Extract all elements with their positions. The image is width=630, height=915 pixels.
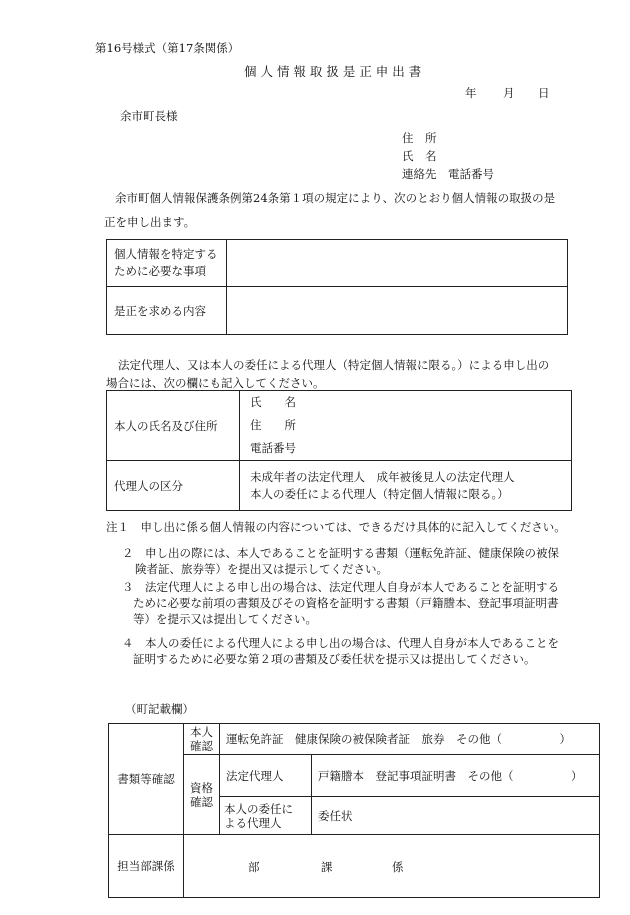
principal-name[interactable]: 氏 名 xyxy=(250,395,296,409)
addressee: 余市町長様 xyxy=(120,109,178,123)
form-number: 第16号様式（第17条関係） xyxy=(95,41,240,55)
note-4-line-1: ４ 本人の委任による代理人による申し出の場合は、代理人自身が本人であることを xyxy=(122,636,559,650)
principal-address[interactable]: 住 所 xyxy=(250,418,296,432)
legal-agent-label: 法定代理人 xyxy=(220,755,312,797)
kakari-label: 係 xyxy=(392,860,404,874)
office-use-caption: （町記載欄） xyxy=(125,702,194,716)
principal-label: 本人の氏名及び住所 xyxy=(107,391,240,461)
note-3-line-3: 等）を提示又は提出してください。 xyxy=(133,612,317,626)
agent-intro-line-2: 場合には、次の欄にも記入してください。 xyxy=(106,376,325,390)
correction-content-field[interactable] xyxy=(227,287,568,335)
self-confirm-docs[interactable]: 運転免許証 健康保険の被保険者証 旅券 その他（ ） xyxy=(220,724,600,755)
note-1: 注１ 申し出に係る個人情報の内容については、できるだけ具体的に記入してください。 xyxy=(106,520,566,534)
date-month: 月 xyxy=(503,86,515,100)
note-3-line-2: ために必要な前項の書類及びその資格を証明する書類（戸籍謄本、登記事項証明書 xyxy=(133,596,559,610)
applicant-name-label: 氏 名 xyxy=(402,149,437,163)
agent-intro-line-1: 法定代理人、又は本人の委任による代理人（特定個人情報に限る。）による申し出の xyxy=(118,358,550,372)
delegated-agent-label: 本人の委任に よる代理人 xyxy=(220,797,312,835)
department-label: 担当部課係 xyxy=(109,835,184,898)
self-confirm-label: 本人 確認 xyxy=(184,724,220,755)
applicant-address-label: 住 所 xyxy=(402,131,437,145)
principal-fields xyxy=(240,391,572,461)
agent-option-delegated[interactable]: 本人の委任による代理人（特定個人情報に限る。） xyxy=(250,486,509,501)
note-4-line-2: 証明するために必要な第２項の書類及び委任状を提示又は提出してください。 xyxy=(133,652,536,666)
date-year: 年 xyxy=(465,86,477,100)
specify-info-label: 個人情報を特定する ために必要な事項 xyxy=(107,240,227,287)
qualification-confirm-label: 資格 確認 xyxy=(184,755,220,835)
note-2-line-2: 険者証、旅券等）を提出又は提示してください。 xyxy=(135,562,388,576)
note-2-line-1: ２ 申し出の際には、本人であることを証明する書類（運転免許証、健康保険の被保 xyxy=(122,546,559,560)
agent-table xyxy=(106,390,572,511)
office-use-table xyxy=(108,723,600,898)
bu-label: 部 xyxy=(248,860,260,874)
form-title: 個 人 情 報 取 扱 是 正 申 出 書 xyxy=(244,64,422,79)
intro-line-2: 正を申し出ます。 xyxy=(104,215,196,229)
legal-agent-docs[interactable]: 戸籍謄本 登記事項証明書 その他（ ） xyxy=(312,755,600,797)
docs-confirm-label: 書類等確認 xyxy=(109,724,184,835)
applicant-contact-label: 連絡先 電話番号 xyxy=(402,167,494,181)
correction-content-label: 是正を求める内容 xyxy=(107,287,227,335)
date-day: 日 xyxy=(538,86,550,100)
note-3-line-1: ３ 法定代理人による申し出の場合は、法定代理人自身が本人であることを証明する xyxy=(122,580,559,594)
intro-line-1: 余市町個人情報保護条例第24条第１項の規定により、次のとおり個人情報の取扱の是 xyxy=(115,191,556,205)
agent-option-legal[interactable]: 未成年者の法定代理人 成年被後見人の法定代理人 xyxy=(250,469,515,484)
specify-info-field[interactable] xyxy=(227,240,568,287)
request-table xyxy=(106,239,568,335)
ka-label: 課 xyxy=(321,860,333,874)
delegated-agent-docs[interactable]: 委任状 xyxy=(312,797,600,835)
agent-type-options xyxy=(240,461,572,511)
agent-type-label: 代理人の区分 xyxy=(107,461,240,511)
principal-phone[interactable]: 電話番号 xyxy=(250,441,296,455)
department-field[interactable] xyxy=(184,835,600,898)
